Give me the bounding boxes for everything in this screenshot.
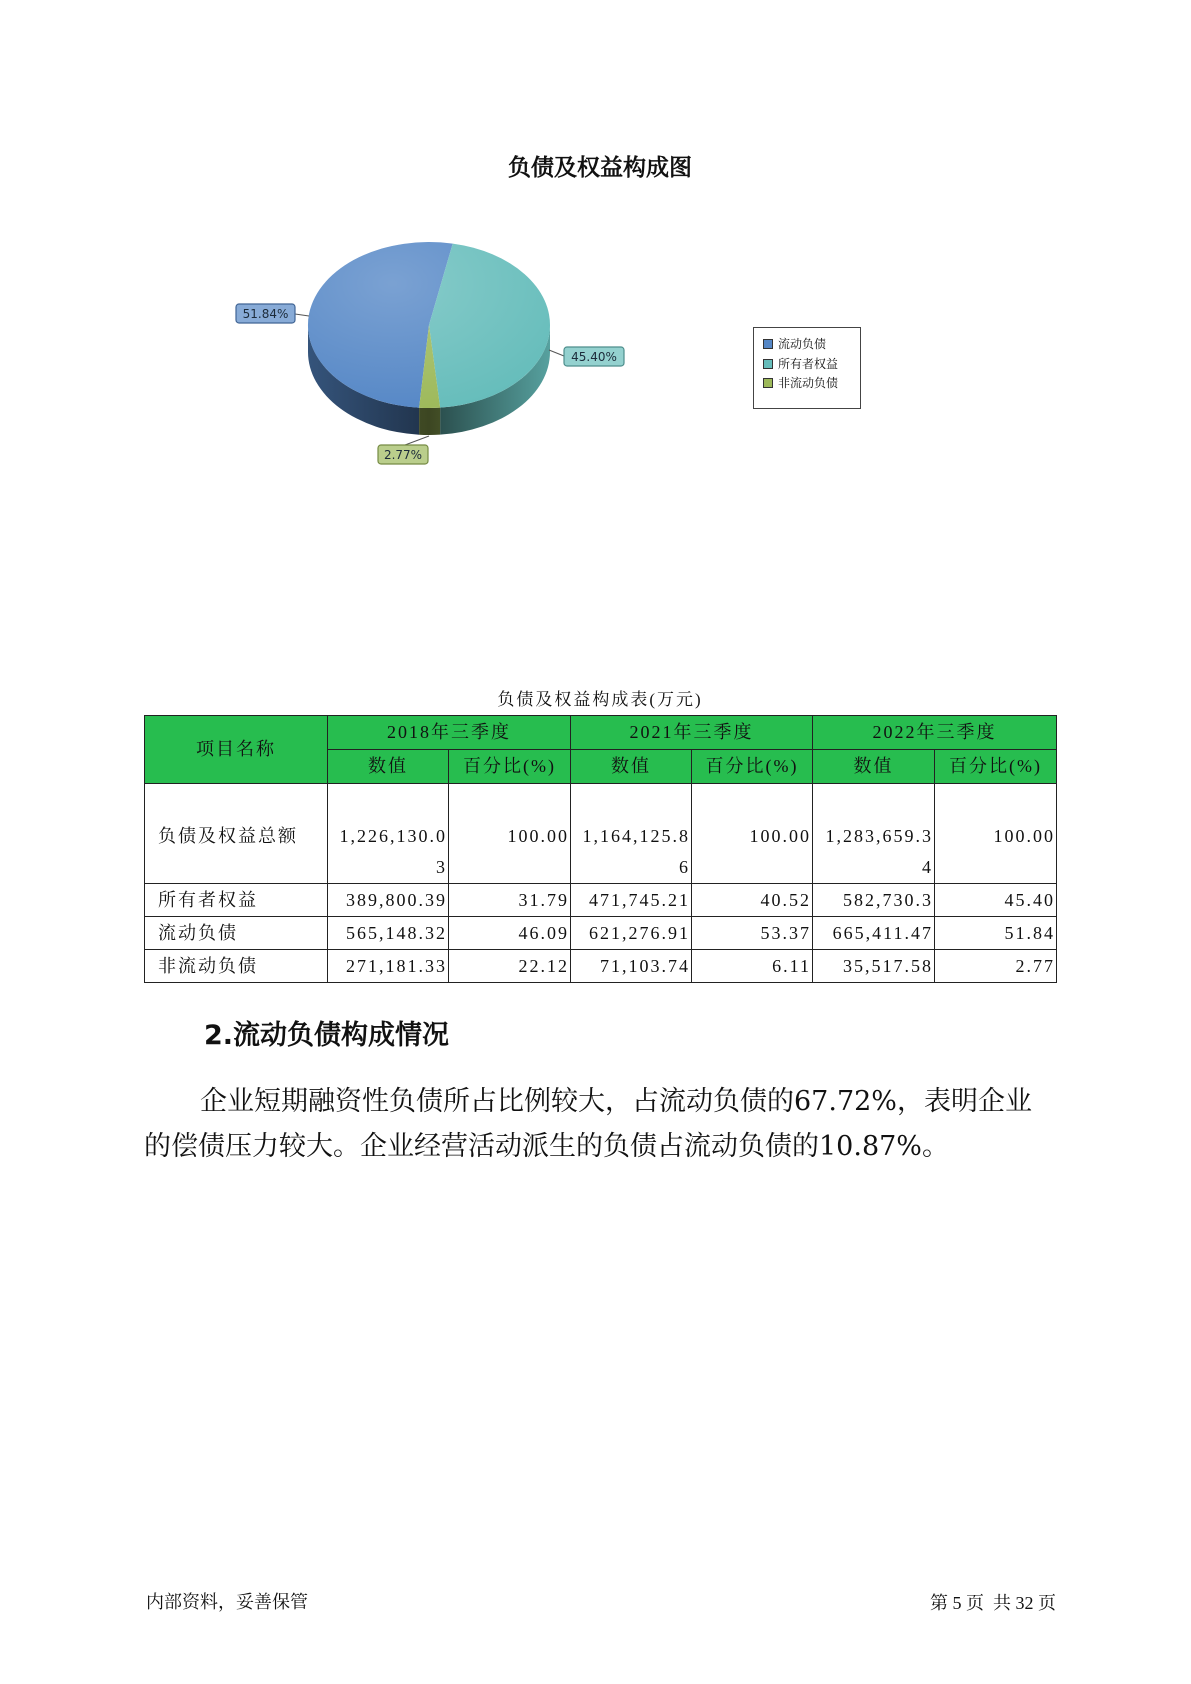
cell-value: 271,181.33 [328,950,449,983]
header-value: 数值 [328,750,449,784]
cell-percent: 46.09 [449,917,571,950]
cell-value: 35,517.58 [813,950,935,983]
cell-value: 471,745.21 [571,884,692,917]
chart-legend [753,327,861,409]
pie-slice-side-noncurrent-liabilities [419,408,440,435]
row-label: 负债及权益总额 [145,784,328,884]
cell-value: 389,800.39 [328,884,449,917]
cell-percent: 22.12 [449,950,571,983]
cell-value: 565,148.32 [328,917,449,950]
cell-percent: 100.00 [935,784,1057,884]
leader-line [405,436,429,445]
table-row [145,884,1057,917]
cell-value: 1,226,130.03 [328,784,449,884]
cell-value: 582,730.3 [813,884,935,917]
cell-value: 621,276.91 [571,917,692,950]
cell-percent: 51.84 [935,917,1057,950]
legend-label: 流动负债 [778,337,827,351]
cell-percent: 100.00 [449,784,571,884]
header-period: 2018年三季度 [328,716,571,750]
header-period: 2021年三季度 [571,716,813,750]
table-header-row [145,716,1057,750]
cell-percent: 6.11 [692,950,813,983]
data-label: 45.40% [571,350,617,364]
header-percent: 百分比(%) [935,750,1057,784]
row-label: 非流动负债 [145,950,328,983]
cell-percent: 31.79 [449,884,571,917]
chart-title: 负债及权益构成图 [508,155,692,181]
legend-label: 非流动负债 [778,376,839,390]
legend-swatch [763,339,773,349]
section-heading: 2.流动负债构成情况 [204,1020,450,1051]
pie-chart [0,0,1191,500]
liabilities-equity-table [144,715,1057,983]
pie-highlight [308,242,550,408]
cell-value: 1,283,659.34 [813,784,935,884]
row-label: 所有者权益 [145,884,328,917]
header-percent: 百分比(%) [692,750,813,784]
legend-label: 所有者权益 [778,356,839,371]
row-label: 流动负债 [145,917,328,950]
cell-percent: 45.40 [935,884,1057,917]
cell-percent: 2.77 [935,950,1057,983]
table-row [145,784,1057,884]
legend-swatch [763,359,773,369]
legend-swatch [763,378,773,388]
table-row [145,917,1057,950]
table-row [145,950,1057,983]
cell-value: 1,164,125.86 [571,784,692,884]
legend-item [763,355,860,375]
header-period: 2022年三季度 [813,716,1057,750]
header-item-name: 项目名称 [145,716,328,784]
cell-value: 71,103.74 [571,950,692,983]
cell-percent: 40.52 [692,884,813,917]
header-value: 数值 [813,750,935,784]
table-caption: 负债及权益构成表(万元) [497,690,703,709]
header-value: 数值 [571,750,692,784]
cell-value: 665,411.47 [813,917,935,950]
leader-line [295,314,309,316]
leader-line [549,350,564,356]
data-label: 2.77% [383,448,423,462]
legend-item [763,374,860,394]
footer-confidential-note: 内部资料，妥善保管 [146,1592,308,1613]
footer-page-number: 第 5 页 共 32 页 [930,1593,1056,1613]
legend-item [763,335,860,355]
data-label: 51.84% [242,307,289,321]
header-percent: 百分比(%) [449,750,571,784]
cell-percent: 100.00 [692,784,813,884]
cell-percent: 53.37 [692,917,813,950]
body-paragraph: 企业短期融资性负债所占比例较大，占流动负债的67.72%，表明企业的偿债压力较大。企业经营活动派生的负债占流动负债的10.87%。 [144,1086,1032,1162]
